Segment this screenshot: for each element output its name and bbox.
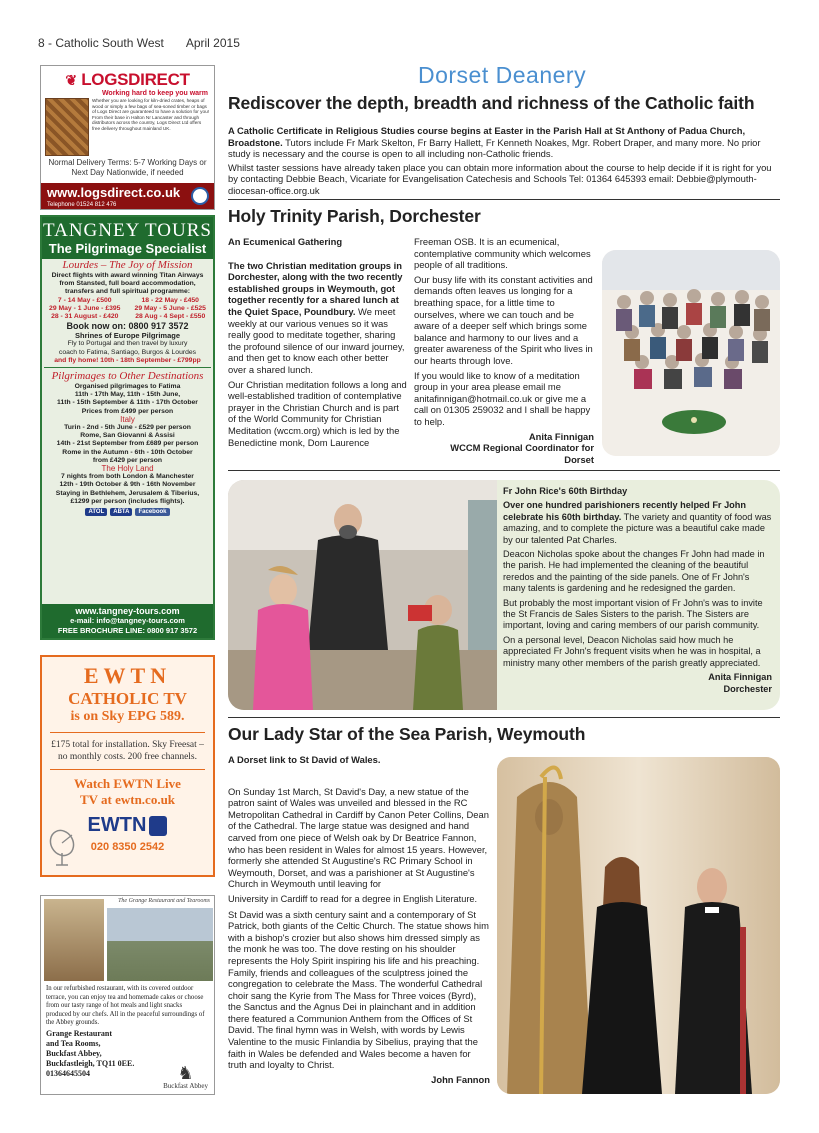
restaurant-exterior-photo: [107, 908, 213, 981]
article-2-title: Holy Trinity Parish, Dorchester: [228, 206, 481, 226]
article-1-title: Rediscover the depth, breadth and richness of the Catholic faith: [228, 93, 755, 113]
shrines-line: Fly to Portugal and then travel by luxury: [67, 340, 188, 348]
article-2-para: If you would like to know of a meditation group in your area please email me anitafinnigan@hotmail.co.uk or give me a call on 01305 259032 and I shall be happy to help.: [414, 369, 591, 427]
italy-line: from £429 per person: [92, 456, 163, 464]
article-3-para: But probably the most important vision of Fr John's was to invite the St Francis de Sales Sisters to the parish. The Sisters are important, loving and caring members of our parish community.: [503, 597, 763, 631]
article-1-lead: A Catholic Certificate in Religious Studies course begins at Easter in the Parish Hall at St Anthony of Padua Church, Broadstone.: [228, 125, 746, 148]
article-3-para: On a personal level, Deacon Nicholas said how much he appreciated Fr John's frequent visits when he was in hospital, a ministry many other members of the parish greatly appreciated.: [503, 634, 761, 668]
meditation-group-photo: [602, 250, 780, 456]
other-destinations-heading: Pilgrimages to Other Destinations: [51, 370, 204, 383]
article-1-para: Whilst taster sessions have already taken place you can obtain more information about the course to help decide if it is right for you by contacting Debbie Beach, Vicariate for Evangelisation Catechesis and Schools Tel: 01364 645393 email: Debbie@plymouth-diocesan-office.org.uk: [228, 161, 772, 196]
lourdes-line: Direct flights with award winning Titan Airways: [51, 272, 204, 279]
article-2-col1: An Ecumenical Gathering The two Christian meditation groups in Dorchester, along with the two recently established groups in Weymouth, got together recently for a shared lunch at the Quiet Space, Poundbury. We meet weekly at our various venues so it was really good to meditate together, sharing the profound silence of our inward journey, and then get to know each other better over a shared lunch. Our Christian meditation follows a long and well-established tradition of contemplative prayer in the Christian Church and is part of the World Community for Christian Meditation (wccm.org) which is led by the Benedictine monk, Dom Laurence: [228, 236, 407, 448]
holy-land-line: Staying in Bethlehem, Jerusalem & Tiberius,: [55, 489, 200, 497]
article-2-author-area: Dorset: [564, 453, 594, 465]
shrines-heading: Shrines of Europe Pilgrimage: [74, 331, 181, 341]
grange-title: The Grange Restaurant and Tearooms: [118, 898, 210, 904]
ewtn-sky-channel: is on Sky EPG 589.: [70, 709, 185, 724]
ewtn-phone: 020 8350 2542: [90, 841, 165, 853]
fatima-line: 11th - 15th September & 11th - 17th October: [57, 399, 198, 407]
logs-body-text: Whether you are looking for kiln-dried crates, heaps of wood or simply a few bags of sea-soned timber or bags of Logs Direct are guaranteed to have a solution for you! From their base in Halton Nr Lancaster and through distributors across the country, Logs Direct Ltd offers free delivery throughout mainland UK.: [92, 98, 209, 131]
grange-address-line: and Tea Rooms,: [46, 1038, 101, 1048]
article-4-para: St David was a sixth century saint and a contemporary of St Patrick, both giants of the Celtic Church. The statue shows him with a bishop's crozier but also shows him dressed simply as the monk he was too. The dove resting on his shoulder represents the Holy Spirit inspiring his life and his preaching. Family, friends and colleagues of the sculptress joined the congregation to celebrate the Mass. The wonderful Cathedral choir sang the Kyrie from The Mass for Three voices (Byrd), the Sanctus and the Agnus Dei in plainchant and in addition there featured a Communion Anthem from the Offices of St David. The final hymn was in Welsh, with words by Lewis Valentine to the music Finlandia by Sibelius, praying that the faith in Wales be defended and Wales become a haven for truth and loyalty to Christ.: [228, 908, 489, 1071]
restaurant-interior-photo: [44, 899, 104, 981]
page-header: [38, 36, 240, 50]
article-1-body: A Catholic Certificate in Religious Studies course begins at Easter in the Parish Hall at St Anthony of Padua Church, Broadstone. Tutors include Fr Mark Skelton, Fr Barry Hallett, Fr Kenneth Noakes, Mgr. Robert Draper, and many more. No prior study is necessary and the course is open to all including non-Catholic friends. Whilst taster sessions have already taken place you can obtain more information about the course to help decide if it is right for you by contacting Debbie Beach, Vicariate for Evangelisation Catechesis and Schools Tel: 01364 645393 email: Debbie@plymouth-diocesan-office.org.uk: [228, 125, 780, 197]
article-3-para: Deacon Nicholas spoke about the changes Fr John had made in the parish. He had implemented the cleaning of the beautiful reredos and the painting of the side panels. One of Fr John's many talents is gardening and he redesigned the garden.: [503, 549, 765, 594]
grange-address-line: Grange Restaurant: [46, 1028, 112, 1038]
tangney-header: [42, 217, 213, 259]
st-david-statue-photo: [497, 757, 780, 1094]
article-2-lead: The two Christian meditation groups in Dorchester, along with the two recently established groups in Weymouth, got together recently for a shared lunch at the Quiet Space, Poundbury.: [228, 259, 403, 317]
article-4-kicker: A Dorset link to St David of Wales.: [228, 754, 381, 765]
article-2-author-role: WCCM Regional Coordinator for: [450, 442, 594, 454]
logs-url-bar: [41, 183, 214, 209]
logs-delivery-note: Normal Delivery Terms: 5-7 Working Days or Next Day Nationwide, if needed: [48, 158, 207, 177]
italy-line: Rome in the Autumn - 6th - 10th October: [62, 448, 193, 456]
article-2-para: Our Christian meditation follows a long and well-established tradition of contemplative prayer in the Christian Church and is part of the World Community for Christian Meditation (wccm.org) which is led by the Benedictine monk, Dom Laurence: [228, 378, 407, 448]
tangney-brochure-line: FREE BROCHURE LINE: 0800 917 3572: [57, 626, 198, 635]
ewtn-logo: EWTN: [83, 814, 173, 837]
italy-line: 14th - 21st September from £689 per person: [56, 440, 199, 448]
birthday-article-box: Fr John Rice's 60th Birthday Over one hundred parishioners recently helped Fr John celebrate his 60th birthday. The variety and quantity of food was amazing, and to complete the picture was a beautiful cake made by our talented Pat Charles. Deacon Nicholas spoke about the changes Fr John had made in the parish. He had implemented the cleaning of the beautiful reredos and the painting of the side panels. One of Fr John's many talents is gardening and he redesigned the garden. But probably the most important vision of Fr John's was to invite the St Francis de Sales Sisters to the parish. The Sisters are important, loving and caring members of our parish community. On a personal level, Deacon Nicholas said how much he appreciated Fr John's frequent visits when he was in hospital, a ministry many other members of the parish greatly appreciated. Anita Finnigan Dorchester: [497, 480, 780, 710]
book-now-phone: Book now on: 0800 917 3572: [66, 321, 189, 332]
grange-address-line: Buckfastleigh, TQ11 0EE.: [46, 1058, 135, 1068]
leaf-icon: ❦: [65, 72, 77, 88]
lourdes-line: from Stansted, full board accommodation,: [59, 280, 196, 288]
fatima-line: Prices from £499 per person: [81, 407, 174, 415]
ewtn-ad[interactable]: [40, 655, 215, 877]
article-2-para: Our busy life with its constant activities and demands often leaves us longing for a breathing space, for a little time to ourselves, where we can touch and be aware of a deeper self which brings some balance and harmony to our lives and a greater awareness of the Spirit who lives in our hearts through love.: [414, 273, 593, 366]
grange-address-line: Buckfast Abbey,: [46, 1048, 102, 1058]
article-4-author: John Fannon: [431, 1073, 490, 1085]
lourdes-date: 7 - 14 May - £500: [57, 296, 112, 304]
fatima-line: 11th - 17th May, 11th - 15th June,: [74, 391, 181, 399]
logs-direct-logo: ❦ LOGSDIRECT: [65, 70, 190, 89]
lourdes-date: 18 - 22 May - £450: [141, 296, 199, 304]
article-2-col2: [414, 236, 594, 465]
buckfast-abbey-logo: ♞ Buckfast Abbey: [163, 1063, 208, 1090]
lourdes-line: transfers and full spiritual programme:: [64, 288, 190, 296]
grange-restaurant-ad[interactable]: [40, 895, 215, 1095]
holy-land-heading: The Holy Land: [101, 464, 154, 474]
log-crate-image: [45, 98, 89, 156]
stag-icon: ♞: [177, 1063, 194, 1083]
fatima-line: Organised pilgrimages to Fatima: [74, 383, 181, 391]
ewtn-logo-mark-icon: [149, 816, 167, 836]
holy-land-line: 7 nights from both London & Manchester: [61, 473, 194, 481]
tangney-website[interactable]: www.tangney-tours.com: [75, 606, 180, 616]
article-3-lead: Over one hundred parishioners recently helped Fr John celebrate his 60th birthday.: [503, 500, 747, 522]
tangney-footer: [42, 604, 213, 638]
lourdes-heading: Lourdes – The Joy of Mission: [62, 259, 193, 271]
article-4-title: Our Lady Star of the Sea Parish, Weymouth: [228, 724, 586, 744]
facebook-icon[interactable]: Facebook: [135, 508, 169, 516]
holy-land-line: 12th - 19th October & 9th - 16th November: [59, 481, 196, 489]
shrines-line: coach to Fatima, Santiago, Burgos & Lourdes: [58, 348, 197, 356]
ewtn-installation-text: £175 total for installation. Sky Freesat – no monthly costs. 200 free channels.: [51, 740, 204, 762]
section-title: Dorset Deanery: [418, 62, 587, 88]
article-4-para: On Sunday 1st March, St David's Day, a new statue of the patron saint of Wales was unveiled and blessed in the RC Metropolitan Cathedral in Cardiff by Canon Peter Collins, Dean of the Cathedral. The large statue was designed and hand carved from one piece of Welsh oak by Dr Beatrice Fannon, who has been resident in Wales for almost 15 years. However, formerly she attended St Augustine's RC Primary School in Weymouth, Dorset, and was a parishioner at St Augustine's Church in Weymouth until leaving for: [228, 785, 489, 890]
page-number: 8 - Catholic South West: [38, 36, 164, 50]
article-2-para: Freeman OSB. It is an ecumenical, contemplative community which welcomes people of all traditions.: [414, 236, 591, 271]
article-3-author-parish: Dorchester: [723, 683, 772, 694]
atol-badge-icon: ATOL: [85, 508, 107, 516]
logs-url: www.logsdirect.co.uk: [47, 185, 181, 200]
grange-description: In our refurbished restaurant, with its covered outdoor terrace, you can enjoy tea and homemade cakes or choose from our tasty range of hot meals and light snacks produced by our chefs. All in the peaceful surroundings of the Abbey grounds.: [46, 985, 205, 1027]
logs-direct-ad[interactable]: [40, 65, 215, 210]
article-3-author: Anita Finnigan: [708, 672, 772, 683]
tangney-subtitle: The Pilgrimage Specialist: [48, 241, 207, 256]
ewtn-catholic-tv: CATHOLIC TV: [68, 689, 187, 708]
article-4-para: University in Cardiff to read for a degree in English Literature.: [228, 893, 478, 904]
italy-heading: Italy: [120, 414, 135, 424]
italy-line: Rome, San Giovanni & Assisi: [80, 432, 175, 440]
lourdes-date: 28 Aug - 4 Sept - £550: [135, 313, 206, 321]
birthday-party-photo: [228, 480, 500, 710]
lourdes-date: 29 May - 1 June - £395: [49, 304, 121, 312]
logs-phone: Telephone 01524 812 476: [47, 202, 117, 208]
ewtn-title: EWTN: [83, 663, 172, 688]
lourdes-date: 29 May - 5 June - £525: [134, 304, 206, 312]
logs-tagline: Working hard to keep you warm: [101, 90, 208, 97]
shrines-line: and fly home! 10th - 18th September - £799pp: [54, 356, 201, 364]
tangney-tours-ad[interactable]: [40, 215, 215, 640]
ewtn-watch-live[interactable]: Watch EWTN Live TV at ewtn.co.uk: [74, 776, 181, 807]
hetas-badge-icon: [191, 187, 209, 205]
article-3-title: Fr John Rice's 60th Birthday: [503, 486, 628, 496]
abta-badge-icon: ABTA: [110, 508, 132, 516]
issue-date: April 2015: [185, 36, 240, 50]
holy-land-line: £1299 per person (includes flights).: [70, 497, 185, 505]
lourdes-date: 28 - 31 August - £420: [51, 313, 119, 321]
grange-phone: 01364645504: [46, 1068, 90, 1078]
article-2-author: Anita Finnigan: [528, 430, 594, 442]
tangney-title: TANGNEY TOURS: [43, 220, 212, 241]
satellite-dish-icon: [48, 829, 80, 867]
article-2-kicker: An Ecumenical Gathering: [228, 236, 343, 247]
article-4-body: [228, 754, 490, 1085]
tangney-email[interactable]: e-mail: info@tangney-tours.com: [70, 616, 185, 625]
italy-line: Turin - 2nd - 5th June - £529 per person: [64, 424, 191, 432]
